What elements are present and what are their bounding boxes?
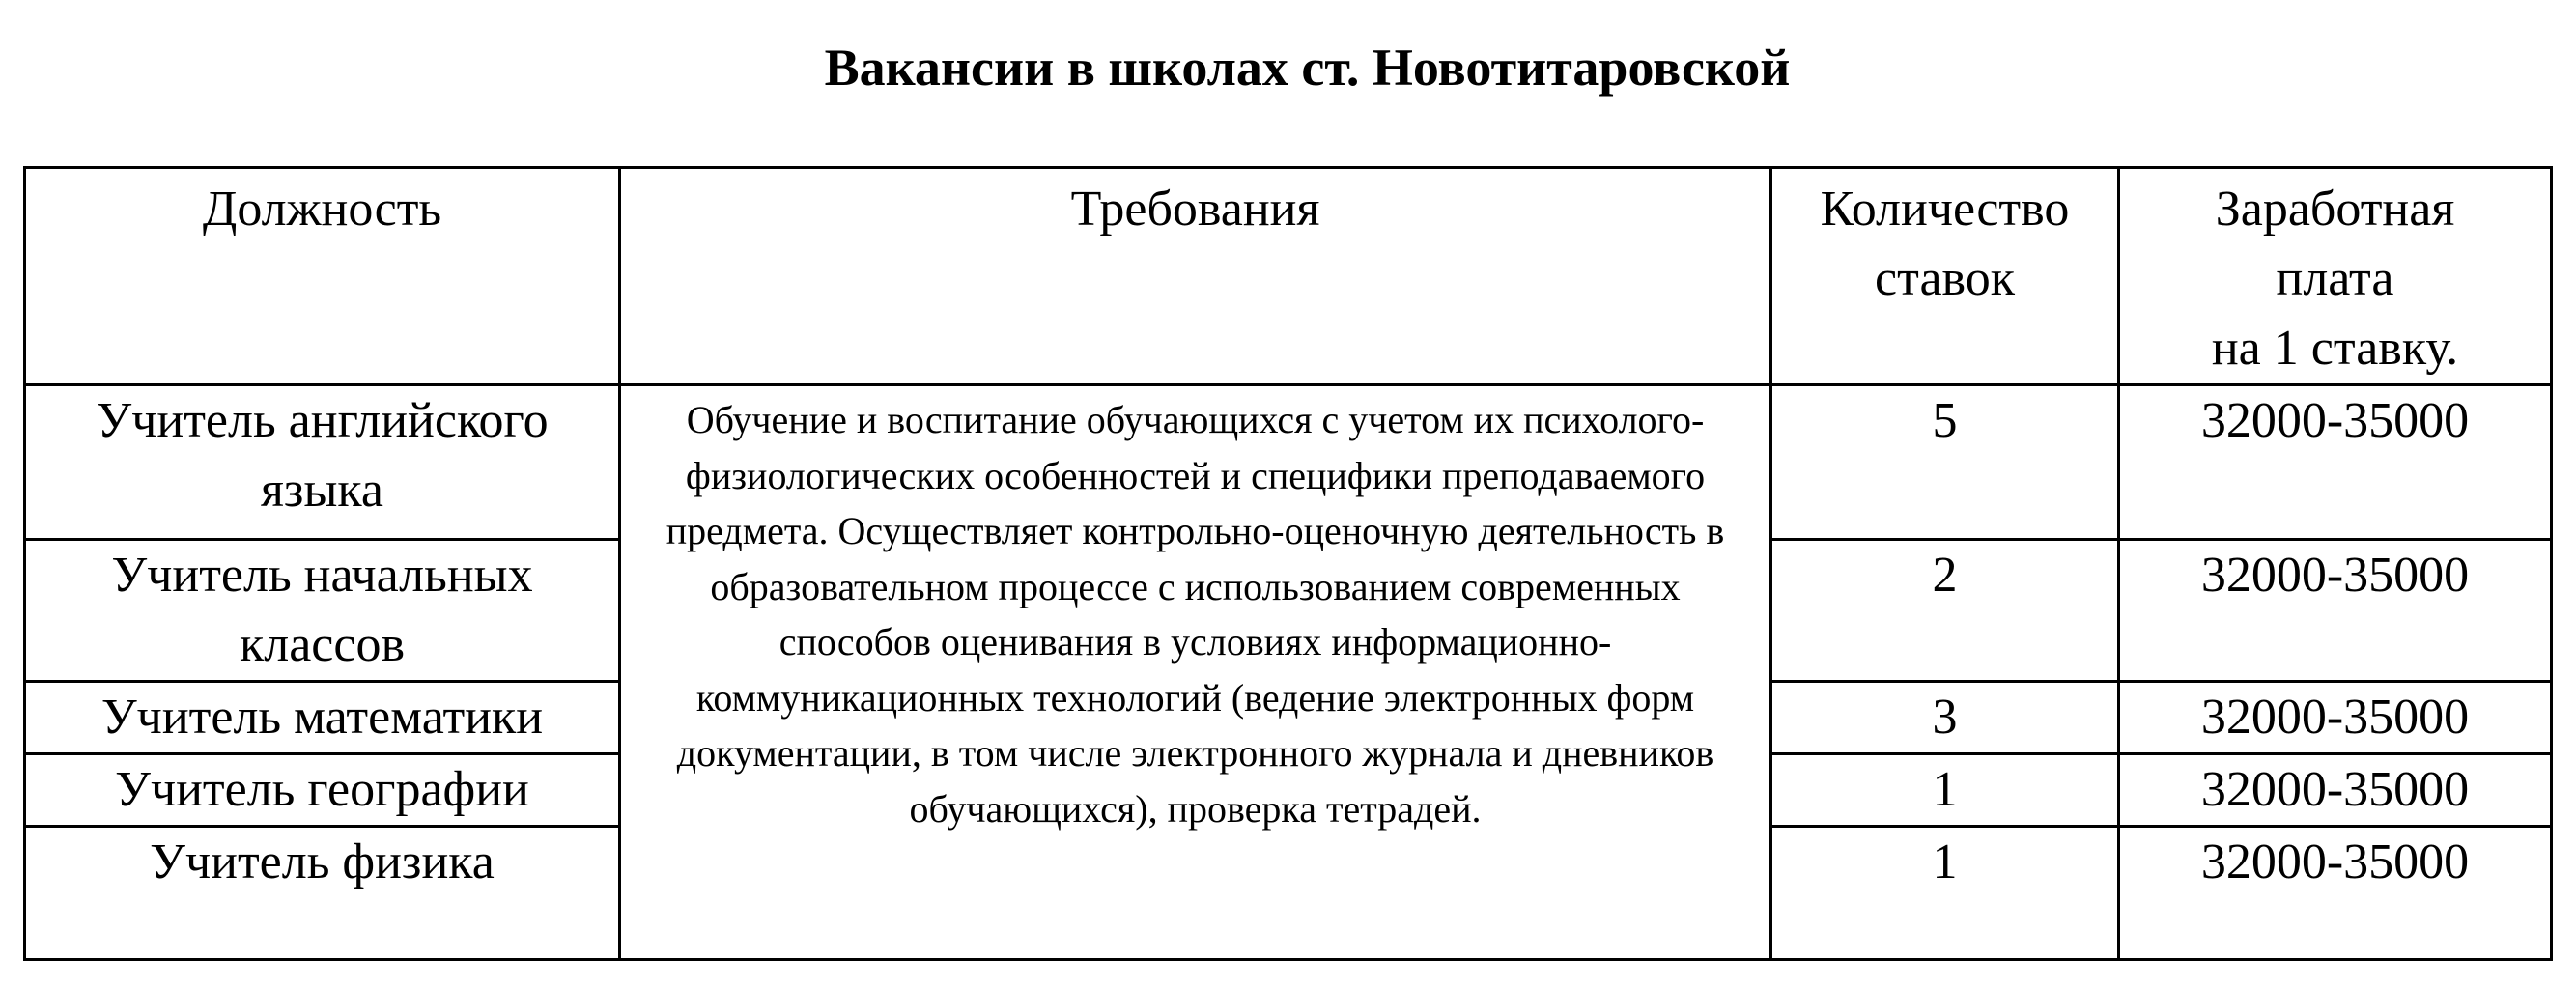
position-cell: Учитель математики	[25, 682, 620, 754]
salary-cell: 32000-35000	[2119, 385, 2552, 540]
count-cell: 5	[1771, 385, 2119, 540]
header-salary-line2: плата	[2276, 251, 2394, 306]
count-cell: 1	[1771, 827, 2119, 960]
salary-cell: 32000-35000	[2119, 682, 2552, 754]
count-cell: 2	[1771, 540, 2119, 682]
position-cell: Учитель физика	[25, 827, 620, 960]
requirements-cell: Обучение и воспитание обучающихся с учетом их психолого-физиологических особенностей и специфики преподаваемого предмета. Осуществляет контрольно-оценочную деятельность в образовательном процессе с использованием современных способов оценивания в условиях информационно-коммуникационных технологий (ведение электронных форм документации, в том числе электронного журнала и дневников обучающихся), проверка тетрадей.	[620, 385, 1771, 960]
salary-cell: 32000-35000	[2119, 754, 2552, 827]
header-count-line1: Количество	[1820, 182, 2070, 237]
position-cell: Учитель английского языка	[25, 385, 620, 540]
header-salary	[2119, 168, 2552, 385]
header-position: Должность	[25, 168, 620, 385]
header-count	[1771, 168, 2119, 385]
count-cell: 3	[1771, 682, 2119, 754]
header-requirements: Требования	[620, 168, 1771, 385]
header-salary-line3: на 1 ставку.	[2211, 321, 2459, 376]
header-count-line2: ставок	[1875, 251, 2015, 306]
position-cell: Учитель начальных классов	[25, 540, 620, 682]
salary-cell: 32000-35000	[2119, 540, 2552, 682]
header-salary-line1: Заработная	[2215, 182, 2455, 237]
page-title: Вакансии в школах ст. Новотитаровской	[824, 39, 1791, 97]
count-cell: 1	[1771, 754, 2119, 827]
position-cell: Учитель географии	[25, 754, 620, 827]
vacancies-table	[23, 166, 2553, 961]
table-row	[25, 385, 2552, 540]
table-header-row	[25, 168, 2552, 385]
salary-cell: 32000-35000	[2119, 827, 2552, 960]
